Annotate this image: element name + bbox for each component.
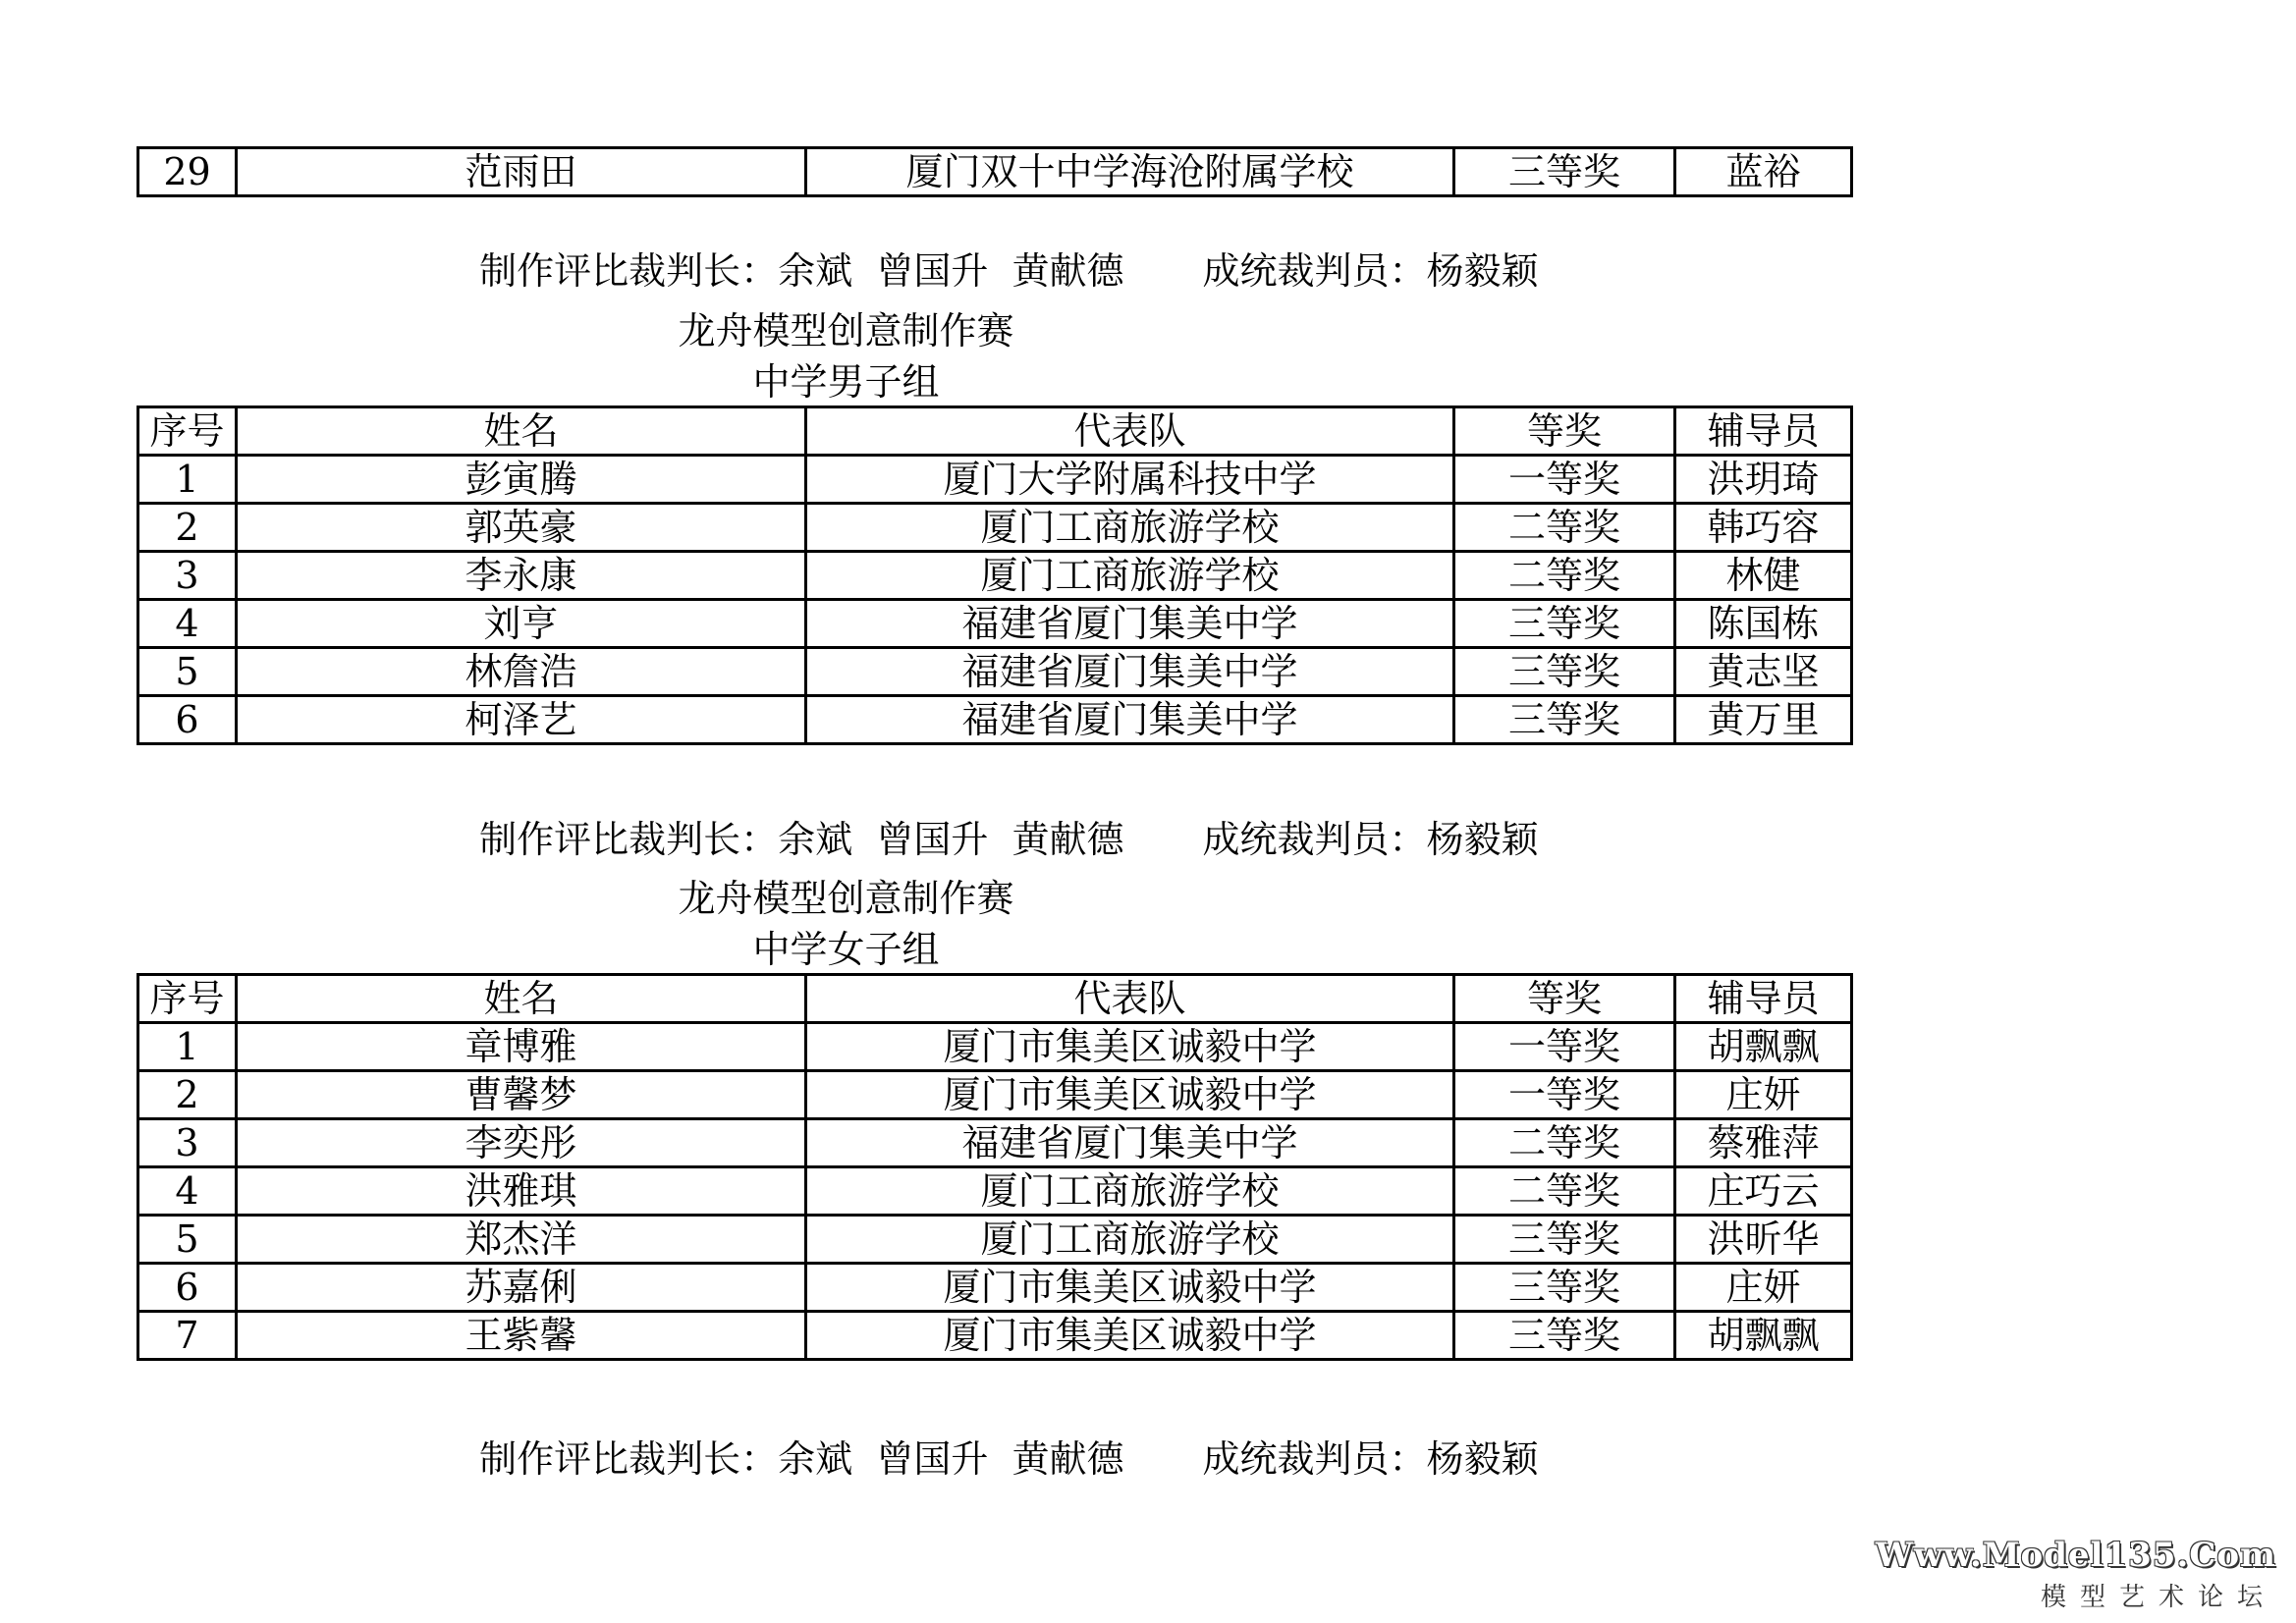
cell-team: 厦门工商旅游学校: [806, 552, 1454, 600]
cell-name: 王紫馨: [237, 1312, 806, 1360]
cell-award: 二等奖: [1454, 504, 1675, 552]
cell-team: 厦门市集美区诚毅中学: [806, 1264, 1454, 1312]
cell-name: 洪雅琪: [237, 1167, 806, 1216]
header-no: 序号: [138, 407, 237, 456]
judges-line-2: [456, 772, 1539, 862]
table-row: [138, 1023, 1852, 1071]
cell-award: 二等奖: [1454, 1167, 1675, 1216]
cell-coach: 洪玥琦: [1675, 456, 1852, 504]
header-coach: 辅导员: [1675, 975, 1852, 1023]
cell-team: 福建省厦门集美中学: [806, 600, 1454, 648]
table-row: [138, 456, 1852, 504]
cell-team: 福建省厦门集美中学: [806, 1119, 1454, 1167]
watermark-subtitle: 模型艺术论坛: [2040, 1583, 2276, 1612]
cell-no: 1: [138, 456, 237, 504]
cell-coach: 韩巧容: [1675, 504, 1852, 552]
table-row: [138, 1264, 1852, 1312]
cell-coach: 蔡雅萍: [1675, 1119, 1852, 1167]
header-team: 代表队: [806, 407, 1454, 456]
cell-award: 三等奖: [1454, 696, 1675, 744]
cell-name: 郑杰洋: [237, 1216, 806, 1264]
cell-team: 福建省厦门集美中学: [806, 696, 1454, 744]
table-row: [138, 1216, 1852, 1264]
table-row: [138, 648, 1852, 696]
cell-coach: 胡飘飘: [1675, 1023, 1852, 1071]
cell-award: 三等奖: [1454, 1216, 1675, 1264]
cell-coach: 胡飘飘: [1675, 1312, 1852, 1360]
cell-name: 郭英豪: [237, 504, 806, 552]
table-row: [138, 1071, 1852, 1119]
chief-judges: 制作评比裁判长：余斌 曾国升 黄献德: [479, 1437, 1124, 1481]
cell-coach: 陈国栋: [1675, 600, 1852, 648]
cell-name: 范雨田: [237, 148, 806, 196]
cell-name: 曹馨梦: [237, 1071, 806, 1119]
results-table-boys: [137, 406, 1853, 745]
cell-name: 林詹浩: [237, 648, 806, 696]
header-name: 姓名: [237, 975, 806, 1023]
scoring-judge: 成统裁判员：杨毅颖: [1202, 249, 1539, 293]
judges-line-1: [456, 203, 1539, 294]
header-no: 序号: [138, 975, 237, 1023]
cell-name: 柯泽艺: [237, 696, 806, 744]
cell-coach: 林健: [1675, 552, 1852, 600]
section-title-boys: 龙舟模型创意制作赛: [678, 309, 1014, 352]
cell-name: 刘亨: [237, 600, 806, 648]
cell-coach: 庄巧云: [1675, 1167, 1852, 1216]
cell-award: 三等奖: [1454, 1312, 1675, 1360]
results-table-continued: [137, 146, 1853, 197]
table-row: [138, 1312, 1852, 1360]
cell-award: 三等奖: [1454, 648, 1675, 696]
cell-team: 厦门双十中学海沧附属学校: [806, 148, 1454, 196]
cell-award: 二等奖: [1454, 1119, 1675, 1167]
cell-no: 2: [138, 1071, 237, 1119]
cell-team: 厦门市集美区诚毅中学: [806, 1071, 1454, 1119]
cell-award: 三等奖: [1454, 1264, 1675, 1312]
cell-no: 1: [138, 1023, 237, 1071]
judges-line-3: [456, 1391, 1539, 1482]
section-title-girls: 龙舟模型创意制作赛: [678, 877, 1014, 920]
cell-team: 厦门工商旅游学校: [806, 504, 1454, 552]
header-coach: 辅导员: [1675, 407, 1852, 456]
cell-no: 4: [138, 600, 237, 648]
cell-team: 厦门工商旅游学校: [806, 1216, 1454, 1264]
cell-name: 彭寅腾: [237, 456, 806, 504]
cell-no: 3: [138, 1119, 237, 1167]
cell-no: 5: [138, 1216, 237, 1264]
header-award: 等奖: [1454, 975, 1675, 1023]
cell-no: 7: [138, 1312, 237, 1360]
section-group-boys: 中学男子组: [752, 360, 940, 404]
cell-award: 一等奖: [1454, 456, 1675, 504]
cell-award: 二等奖: [1454, 552, 1675, 600]
cell-name: 苏嘉俐: [237, 1264, 806, 1312]
cell-award: 一等奖: [1454, 1071, 1675, 1119]
cell-no: 6: [138, 1264, 237, 1312]
cell-name: 李永康: [237, 552, 806, 600]
cell-coach: 洪昕华: [1675, 1216, 1852, 1264]
table-row: [138, 1167, 1852, 1216]
site-watermark: [1876, 1536, 2276, 1613]
cell-coach: 黄万里: [1675, 696, 1852, 744]
cell-award: 三等奖: [1454, 600, 1675, 648]
cell-no: 29: [138, 148, 237, 196]
watermark-url: Www.Model135.Com: [1875, 1536, 2276, 1575]
table-row: [138, 552, 1852, 600]
cell-coach: 庄妍: [1675, 1264, 1852, 1312]
table-row: [138, 696, 1852, 744]
cell-team: 厦门大学附属科技中学: [806, 456, 1454, 504]
results-table-girls: [137, 973, 1853, 1361]
header-award: 等奖: [1454, 407, 1675, 456]
scoring-judge: 成统裁判员：杨毅颖: [1202, 1437, 1539, 1481]
cell-no: 5: [138, 648, 237, 696]
cell-award: 三等奖: [1454, 148, 1675, 196]
cell-no: 6: [138, 696, 237, 744]
cell-coach: 蓝裕: [1675, 148, 1852, 196]
cell-coach: 黄志坚: [1675, 648, 1852, 696]
cell-team: 厦门市集美区诚毅中学: [806, 1023, 1454, 1071]
cell-award: 一等奖: [1454, 1023, 1675, 1071]
table-header-row: [138, 407, 1852, 456]
header-team: 代表队: [806, 975, 1454, 1023]
scoring-judge: 成统裁判员：杨毅颖: [1202, 818, 1539, 861]
cell-no: 4: [138, 1167, 237, 1216]
table-row: [138, 1119, 1852, 1167]
chief-judges: 制作评比裁判长：余斌 曾国升 黄献德: [479, 818, 1124, 861]
section-group-girls: 中学女子组: [752, 928, 940, 971]
chief-judges: 制作评比裁判长：余斌 曾国升 黄献德: [479, 249, 1124, 293]
header-name: 姓名: [237, 407, 806, 456]
table-row: [138, 600, 1852, 648]
cell-no: 3: [138, 552, 237, 600]
cell-no: 2: [138, 504, 237, 552]
cell-name: 章博雅: [237, 1023, 806, 1071]
cell-team: 厦门市集美区诚毅中学: [806, 1312, 1454, 1360]
table-row: [138, 148, 1852, 196]
table-row: [138, 504, 1852, 552]
table-header-row: [138, 975, 1852, 1023]
cell-team: 福建省厦门集美中学: [806, 648, 1454, 696]
cell-coach: 庄妍: [1675, 1071, 1852, 1119]
cell-name: 李奕彤: [237, 1119, 806, 1167]
cell-team: 厦门工商旅游学校: [806, 1167, 1454, 1216]
